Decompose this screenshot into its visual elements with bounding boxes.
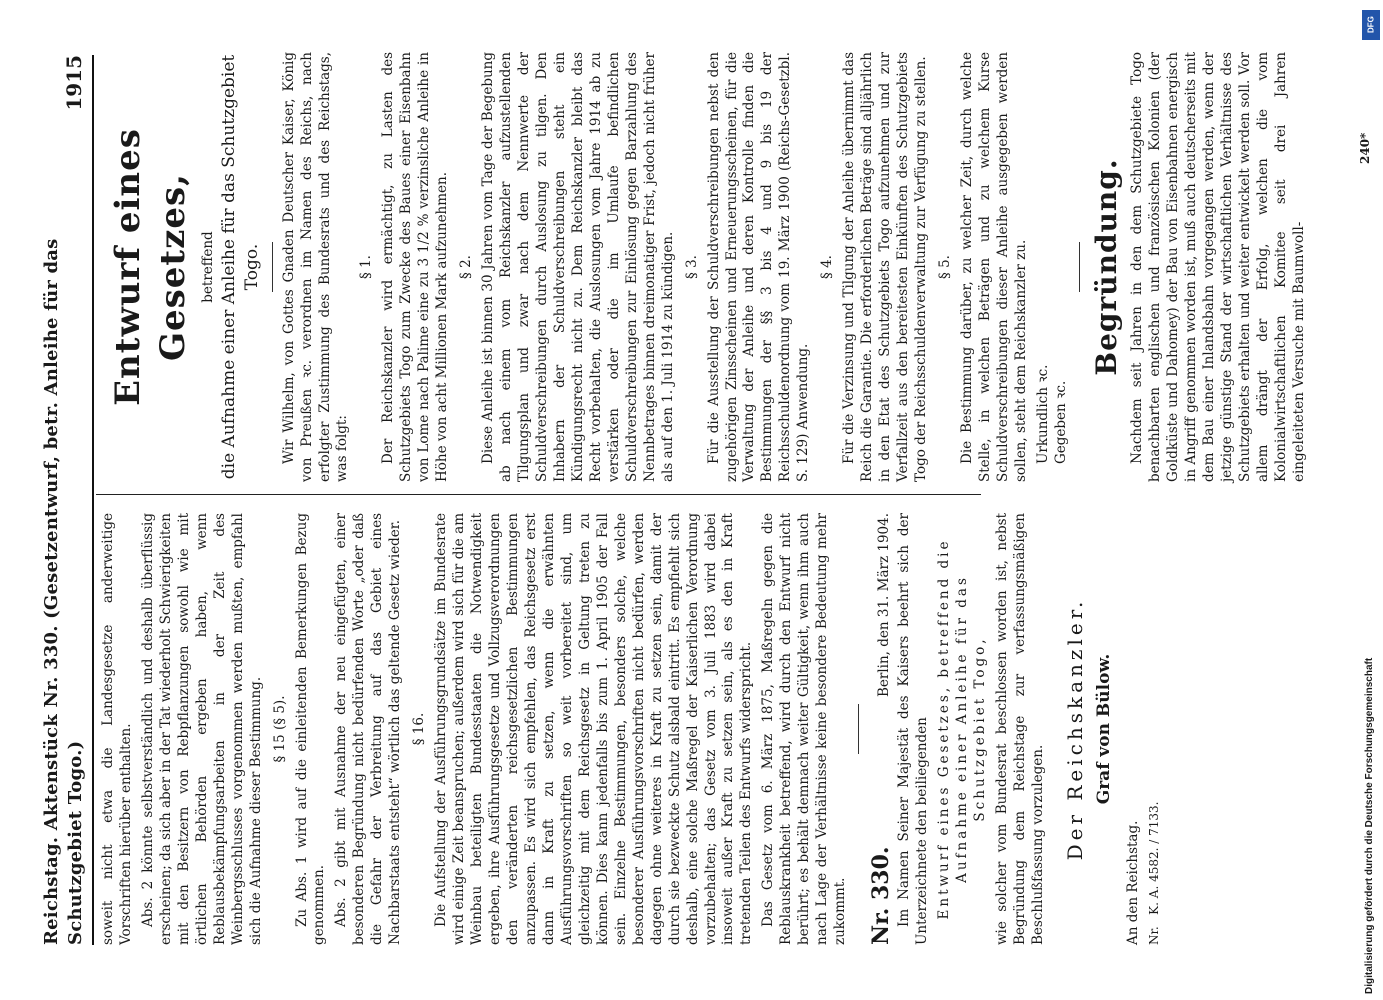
- document-number: Nr. 330.: [868, 846, 895, 945]
- header-text: Reichstag. Aktenstück Nr. 330. (Gesetzentwurf, betr. Anleihe für das Schutzgebiet Togo.): [41, 238, 87, 945]
- short-rule: [272, 242, 273, 292]
- section-16-paragraph-1: Die Aufstellung der Ausführungsgrundsätze im Bundesrate wird einige Zeit beanspruchen; außerdem wird sich für die am Weinbau beteiligten Bundesstaaten die Notwendigkeit ergeben, ihre Ausführungsgesetze und Vollzugsverordnungen den veränderten reichsgesetzlichen Bestimmungen anzupassen. Es wird sich empfehlen, das Reichsgesetz erst dann in Kraft zu setzen, wenn die erwähnten Ausführungsvorschriften so weit vorbereitet sind, um gleichzeitig mit dem Reichsgesetz in Geltung treten zu können. Dies kann jedenfalls bis zum 1. April 1905 der Fall sein. Einzelne Bestimmungen, besonders solche, welche besonderer Ausführungsvorschriften nicht bedürfen, werden dagegen ohne weiteres in Kraft zu setzen sein, damit der durch sie bezweckte Schutz alsbald eintritt. Es empfiehlt sich deshalb, eine solche Maßregel der Kaiserlichen Verordnung vorzubehalten; das Gesetz vom 3. Juli 1883 wird dabei insoweit außer Kraft zu setzen sein, als es den in Kraft tretenden Teilen des Entwurfs widerspricht.: [433, 513, 755, 945]
- file-reference-value: K. A. 4582. / 7133.: [1147, 801, 1162, 915]
- right-column: [100, 52, 1312, 482]
- section-heading-3: § 3.: [683, 255, 700, 279]
- column-divider: [96, 494, 981, 495]
- section-5-text: Die Bestimmung darüber, zu welcher Zeit, durch welche Stelle, in welchen Beträgen und zu welchem Kurse Schuldverschreibungen dieser Anleihe ausgegeben werden sollen, steht dem Reichskanzler zu.: [958, 52, 1029, 482]
- running-header: [41, 55, 94, 945]
- begruendung-text: Nachdem seit Jahren in den dem Schutzgebiete Togo benachbarten englischen und französischen Kolonien (der Goldküste und Dahomey) der Bau von Eisenbahnen energisch in Angriff genommen worden ist, muß auch deutscherseits mit dem Bau einer Inlandsbahn vorgegangen werden, wenn der jetzige günstige Stand der wirtschaftlichen Verhältnisse des Schutzgebiets erhalten und weiter entwickelt werden soll. Vor allem drängt der Erfolg, welchen die vom Kolonialwirtschaftlichen Komitee seit drei Jahren eingeleiteten Versuche mit Baumwoll-: [1128, 52, 1307, 482]
- left-column: [100, 513, 1167, 945]
- bill-subject: die Aufnahme einer Anleihe für das Schutzgebiet Togo.: [219, 54, 262, 480]
- cover-letter-bill-title: Entwurf eines Gesetzes, betreffend die Aufnahme einer Anleihe für das Schutzgebiet Togo,: [936, 538, 989, 920]
- section-heading-1: § 1.: [358, 255, 375, 279]
- section-15-paragraph-2: Abs. 2 gibt mit Ausnahme der neu eingefügten, einer besonderen Begründung nicht bedürfenden Worte „oder daß die Gefahr der Verbreitung auf das Gebiet eines Nachbarstaats entsteht“ wörtlich das geltende Gesetz wieder.: [333, 513, 404, 945]
- continued-paragraph-2: Abs. 2 könnte selbstverständlich und deshalb überflüssig erscheinen; da sich aber in der Tat wiederholt Schwierigkeiten mit den Besitzern von Rebpflanzungen sowohl wie mit örtlichen Behörden ergeben haben, wenn Reblausbekämpfungsarbeiten in der Zeit des Weinbergsschlusses vorgenommen werden mußten, empfahl sich die Aufnahme dieser Bestimmung.: [139, 513, 264, 945]
- bill-betreffend: betreffend: [200, 231, 217, 303]
- section-heading-5: § 5.: [937, 255, 954, 279]
- short-rule: [1079, 242, 1080, 292]
- header-year: 1915: [62, 55, 87, 111]
- file-reference: [1147, 513, 1163, 945]
- begruendung-title: Begründung.: [1089, 158, 1123, 376]
- continued-paragraph-1: soweit nicht etwa die Landesgesetze anderweitige Vorschriften hierüber enthalten.: [100, 513, 134, 945]
- short-rule: [858, 704, 859, 754]
- address-line: An den Reichstag.: [1125, 820, 1142, 945]
- signer-name: Graf von Bülow.: [1093, 653, 1114, 805]
- cover-letter-intro: Im Namen Seiner Majestät des Kaisers beehrt sich der Unterzeichnete den beiliegenden: [896, 513, 931, 945]
- sheet-number: 240*: [1358, 132, 1372, 164]
- section-heading-4: § 4.: [819, 255, 836, 279]
- bill-title: Entwurf eines Gesetzes,: [108, 128, 194, 406]
- section-heading-2: § 2.: [458, 255, 475, 279]
- section-15-paragraph-1: Zu Abs. 1 wird auf die einleitenden Bemerkungen Bezug genommen.: [293, 513, 328, 945]
- section-heading-16: § 16.: [411, 712, 428, 746]
- dfg-logo: DFG: [1362, 10, 1380, 40]
- preamble: Wir Wilhelm, von Gottes Gnaden Deutscher Kaiser, König von Preußen ꝛc. verordnen im Namen des Reichs, nach erfolgter Zustimmung des Bundesrats und des Reichstags, was folgt:: [280, 52, 351, 482]
- gegeben: Gegeben ꝛc.: [1052, 380, 1069, 464]
- letter-heading-row: [867, 513, 896, 945]
- section-2-text: Diese Anleihe ist binnen 30 Jahren vom Tage der Begebung ab nach einem vom Reichskanzler aufzustellenden Tilgungsplan und zwar nach dem Nennwerte der Schuldverschreibungen durch Auslosung zu tilgen. Den Inhabern der Schuldverschreibungen steht ein Kündigungsrecht nicht zu. Dem Reichskanzler bleibt das Recht vorbehalten, die Auslosungen vom Jahre 1914 ab zu verstärken oder die im Umlaufe befindlichen Schuldverschreibungen zur Einlösung gegen Barzahlung des Nennbetrages binnen dreimonatiger Frist, jedoch nicht früher als auf den 1. Juli 1914 zu kündigen.: [480, 52, 676, 482]
- digitization-note: Digitalisierung gefördert durch die Deutsche Forschungsgemeinschaft: [1364, 657, 1375, 994]
- section-1-text: Der Reichskanzler wird ermächtigt, zu Lasten des Schutzgebiets Togo zum Zwecke des Baues einer Eisenbahn von Lome nach Palime eine zu 3 1/2 % verzinsliche Anleihe in Höhe von acht Millionen Mark aufzunehmen.: [380, 52, 451, 482]
- section-3-text: Für die Ausstellung der Schuldverschreibungen nebst den zugehörigen Zinsscheinen und Erneuerungsscheinen, für die Verwaltung der Anleihe und deren Kontrolle finden die Bestimmungen der §§ 3 bis 4 und 9 bis 19 der Reichsschuldenordnung vom 19. März 1900 (Reichs-Gesetzbl. S. 129) Anwendung.: [705, 52, 812, 482]
- signer-title: Der Reichskanzler.: [1063, 597, 1087, 861]
- section-16-paragraph-2: Das Gesetz vom 6. März 1875, Maßregeln gegen die Reblauskrankheit betreffend, wird durch den Entwurf nicht berührt; es behält demnach weiter Gültigkeit, wenn ihm auch nach Lage der Verhältnisse keine besondere Bedeutung mehr zukommt.: [760, 513, 849, 945]
- urkundlich: Urkundlich ꝛc.: [1034, 364, 1051, 464]
- section-4-text: Für die Verzinsung und Tilgung der Anleihe übernimmt das Reich die Garantie. Die erforderlichen Beträge sind alljährlich in den Etat des Schutzgebiets Togo aufzunehmen und zur Verfallzeit aus den bereitesten Einkünften des Schutzgebiets Togo der Reichsschuldenverwaltung zur Verfügung zu stellen.: [841, 52, 930, 482]
- digitization-strip: [1362, 10, 1380, 995]
- file-reference-label: Nr.: [1147, 926, 1162, 945]
- cover-letter-closing: wie solcher vom Bundesrat beschlossen worden ist, nebst Begründung dem Reichstage zur verfassungsmäßigen Beschlußfassung vorzulegen.: [994, 513, 1047, 945]
- section-heading-15: § 15 (§ 5).: [271, 695, 288, 763]
- dateline: Berlin, den 31. März 1904.: [876, 513, 893, 698]
